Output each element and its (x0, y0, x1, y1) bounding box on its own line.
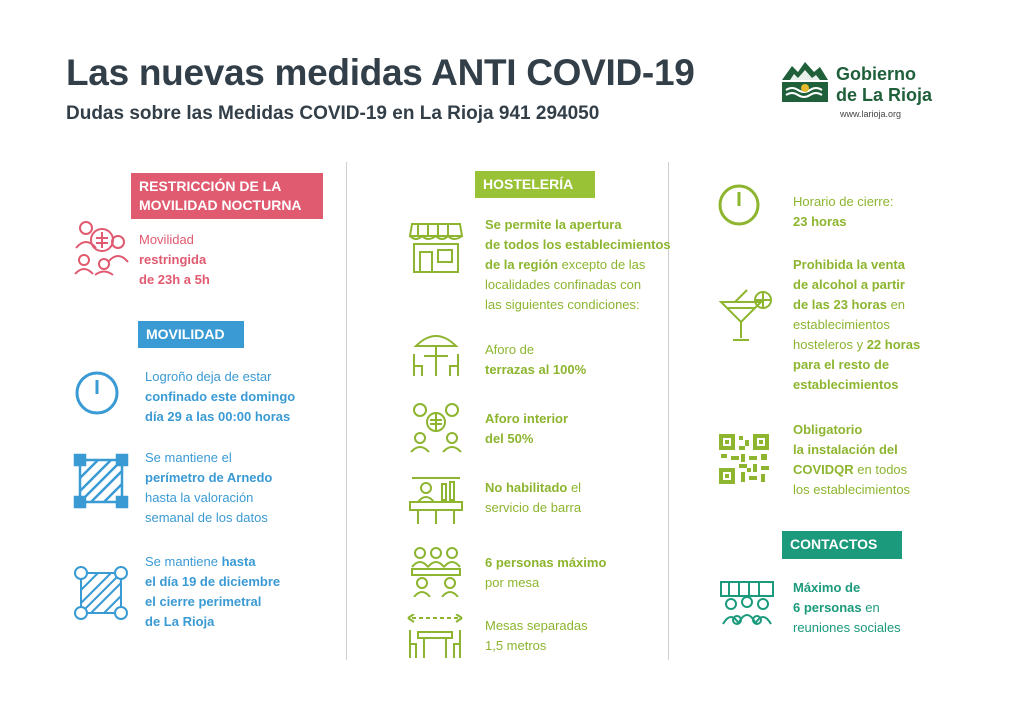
movilidad-item2-line1: Se mantiene el (145, 450, 232, 465)
perimeter-hatch-icon (73, 453, 129, 511)
col3-item3-line1: Obligatorio (793, 422, 863, 437)
people-virus-icon (72, 218, 132, 276)
col3-item3-line2: la instalación del (793, 442, 898, 457)
hosteleria-item3-text (485, 409, 568, 449)
page-title: Las nuevas medidas ANTI COVID-19 (66, 52, 695, 93)
hosteleria-item1-line4: localidades confinadas con (485, 277, 642, 292)
bar-counter-icon (408, 474, 464, 526)
movilidad-item1-line2: confinado este domingo (145, 389, 296, 404)
movilidad-item2-line4: semanal de los datos (145, 510, 268, 525)
column-divider-left (346, 162, 347, 660)
cocktail-glass-icon (717, 288, 773, 344)
hosteleria-item2-text (485, 340, 586, 380)
clock-icon (74, 370, 120, 416)
col3-item2-line3b: en (886, 297, 906, 312)
hosteleria-item1-line5: las siguientes condiciones: (485, 297, 640, 312)
hosteleria-item6-line1: Mesas separadas (485, 618, 588, 633)
col3-item1-line1: Horario de cierre: (793, 194, 894, 209)
hosteleria-item5-line1: 6 personas máximo (485, 555, 607, 570)
closing-clock-icon (717, 183, 761, 227)
hosteleria-item2-line1: Aforo de (485, 342, 535, 357)
restriccion-text-line1: Movilidad (139, 232, 194, 247)
movilidad-item2-text (145, 448, 272, 528)
hosteleria-item4-line1b: el (567, 480, 582, 495)
restriccion-text-line3: de 23h a 5h (139, 272, 210, 287)
col3-item3-line3b: en todos (853, 462, 908, 477)
hosteleria-item5-line2: por mesa (485, 575, 540, 590)
logo-url[interactable]: www.larioja.org (840, 109, 902, 119)
hosteleria-item6-text (485, 616, 588, 656)
col3-item1-text (793, 192, 893, 232)
logo-mountain-icon (780, 58, 830, 104)
qr-code-icon (719, 434, 769, 484)
col3-item2-line1: Prohibida la venta (793, 257, 905, 272)
hosteleria-item1-line2: de todos los establecimientos (485, 237, 671, 252)
tag-line2: MOVILIDAD NOCTURNA (139, 197, 302, 213)
logo-line1: Gobierno (836, 64, 916, 84)
movilidad-item3-line1a: Se mantiene (145, 554, 222, 569)
hosteleria-item4-line1a: No habilitado (485, 480, 568, 495)
tag-line1: RESTRICCIÓN DE LA (139, 178, 282, 194)
movilidad-item2-line2: perímetro de Arnedo (145, 470, 273, 485)
hosteleria-item3-line2: del 50% (485, 431, 534, 446)
restriccion-text-line2: restringida (139, 252, 207, 267)
gobierno-la-rioja-logo[interactable] (780, 58, 960, 128)
hosteleria-item2-line2: terrazas al 100% (485, 362, 587, 377)
restriccion-text (139, 230, 210, 290)
tag-restriccion-movilidad-nocturna (131, 173, 323, 219)
movilidad-item3-line2: el día 19 de diciembre (145, 574, 281, 589)
movilidad-item3-line1b: hasta (221, 554, 256, 569)
tag-movilidad: MOVILIDAD (138, 321, 244, 348)
col3-item2-line5b: 22 horas (866, 337, 921, 352)
tag-hosteleria: HOSTELERÍA (475, 171, 595, 198)
page-subtitle: Dudas sobre las Medidas COVID-19 en La Rioja 941 294050 (66, 103, 600, 124)
hosteleria-item1-text (485, 215, 671, 315)
interior-capacity-icon (408, 400, 464, 454)
col3-item2-line3a: de las 23 horas (793, 297, 887, 312)
storefront-icon (408, 220, 464, 276)
hosteleria-item5-text (485, 553, 606, 593)
col3-item3-line3a: COVIDQR (793, 462, 854, 477)
contactos-text (793, 578, 901, 638)
movilidad-item2-line3: hasta la valoración (145, 490, 254, 505)
hosteleria-item1-line3b: excepto de las (557, 257, 646, 272)
col3-item3-line4: los establecimientos (793, 482, 911, 497)
col3-item2-line4: establecimientos (793, 317, 890, 332)
hosteleria-item6-line2: 1,5 metros (485, 638, 547, 653)
group-table-icon (408, 545, 464, 597)
movilidad-item1-line3: día 29 a las 00:00 horas (145, 409, 291, 424)
logo-text (836, 64, 932, 106)
logo-line2: de La Rioja (836, 85, 933, 105)
contactos-line2b: en (861, 600, 880, 615)
tag-contactos: CONTACTOS (782, 531, 902, 559)
col3-item2-line7: establecimientos (793, 377, 899, 392)
movilidad-item3-line3: el cierre perimetral (145, 594, 262, 609)
col3-item2-line2: de alcohol a partir (793, 277, 905, 292)
col3-item2-line5a: hosteleros y (793, 337, 867, 352)
hosteleria-item4-text (485, 478, 581, 518)
hosteleria-item1-line3a: de la región (485, 257, 558, 272)
movilidad-item1-text (145, 367, 295, 427)
hosteleria-item1-line1: Se permite la apertura (485, 217, 622, 232)
col3-item2-text (793, 255, 920, 395)
separated-tables-icon (406, 614, 464, 660)
contactos-line3: reuniones sociales (793, 620, 901, 635)
hosteleria-item3-line1: Aforo interior (485, 411, 569, 426)
contactos-line2a: 6 personas (793, 600, 862, 615)
terrace-umbrella-icon (410, 330, 462, 380)
col3-item1-line2: 23 horas (793, 214, 847, 229)
contactos-line1: Máximo de (793, 580, 861, 595)
movilidad-item1-line1: Logroño deja de estar (145, 369, 272, 384)
movilidad-item3-line4: de La Rioja (145, 614, 215, 629)
perimeter-circles-icon (73, 565, 129, 621)
movilidad-item3-text (145, 552, 280, 632)
hosteleria-item4-line2: servicio de barra (485, 500, 582, 515)
social-gathering-icon (719, 580, 775, 632)
col3-item2-line6: para el resto de (793, 357, 890, 372)
col3-item3-text (793, 420, 910, 500)
